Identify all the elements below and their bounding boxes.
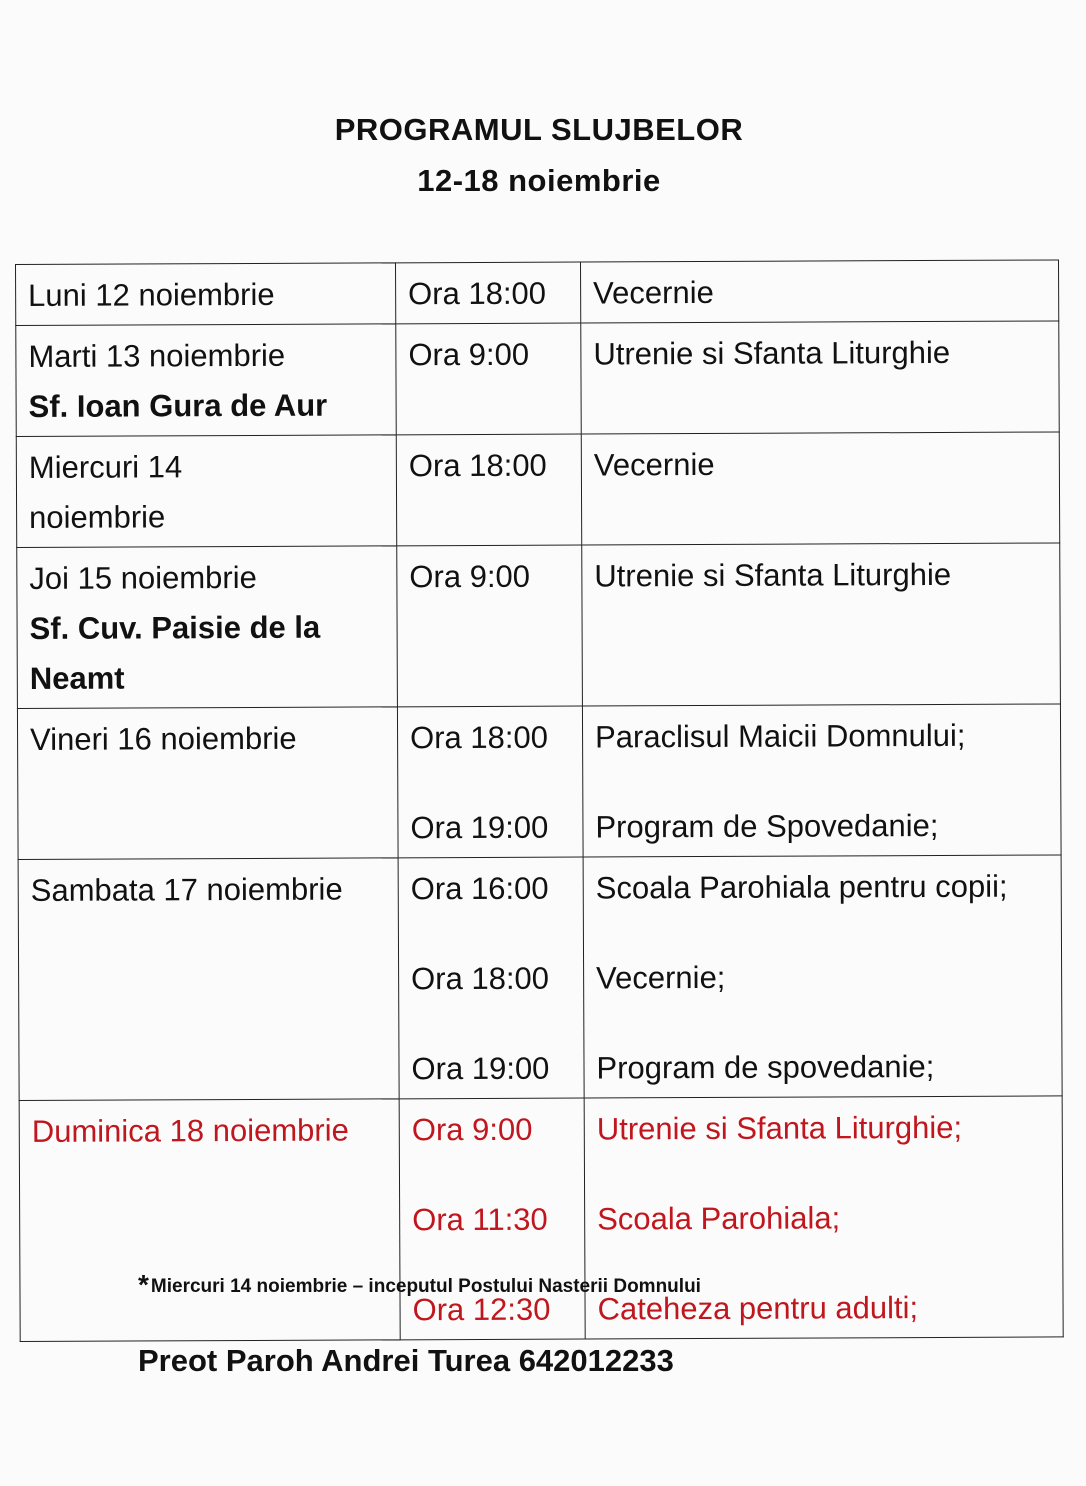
- time-label: Ora 9:00: [409, 558, 531, 595]
- time-cell: [396, 434, 581, 546]
- table-row: [16, 260, 1059, 326]
- time-label: Ora 11:30: [412, 1201, 548, 1238]
- footnote: [138, 1267, 701, 1299]
- service-label: Cateheza pentru adulti;: [597, 1290, 919, 1327]
- service-label: Vecernie;: [596, 959, 726, 996]
- footnote-text: Miercuri 14 noiembrie – inceputul Postului Nasterii Domnului: [150, 1276, 701, 1297]
- feast-label: Neamt: [29, 660, 125, 696]
- footnote-marker: *: [138, 1269, 149, 1300]
- service-cell: [584, 1096, 1063, 1339]
- page-subtitle: 12-18 noiembrie: [417, 163, 661, 198]
- time-cell: [397, 545, 583, 707]
- time-label: Ora 18:00: [408, 275, 547, 312]
- day-cell: [16, 435, 396, 548]
- time-label: Ora 12:30: [412, 1291, 551, 1328]
- service-label: Scoala Parohiala pentru copii;: [595, 868, 1008, 906]
- service-label: Program de spovedanie;: [596, 1048, 935, 1086]
- day-label: Luni 12 noiembrie: [28, 276, 275, 313]
- time-label: Ora 18:00: [409, 719, 549, 756]
- day-label: Vineri 16 noiembrie: [29, 720, 297, 757]
- service-cell: [582, 543, 1061, 706]
- day-label: Sambata 17 noiembrie: [30, 871, 343, 908]
- day-cell: [19, 1099, 400, 1342]
- time-label: Ora 16:00: [410, 870, 549, 907]
- time-label: Ora 19:00: [410, 809, 549, 846]
- service-label: Vecernie: [593, 274, 714, 311]
- day-label: Marti 13 noiembrie: [28, 337, 286, 374]
- service-cell: [580, 260, 1058, 323]
- service-label: Utrenie si Sfanta Liturghie;: [596, 1109, 963, 1147]
- service-label: Vecernie: [593, 446, 715, 483]
- table-row: [17, 704, 1061, 860]
- day-cell: [16, 324, 396, 437]
- time-label: Ora 18:00: [411, 960, 550, 997]
- day-cell: [17, 707, 398, 860]
- time-label: Ora 19:00: [411, 1050, 550, 1087]
- service-label: Paraclisul Maicii Domnului;: [594, 717, 966, 755]
- signature: Preot Paroh Andrei Turea 642012233: [138, 1343, 674, 1378]
- service-label: Utrenie si Sfanta Liturghie: [593, 334, 951, 372]
- service-label: Program de Spovedanie;: [595, 807, 939, 845]
- table-row: [18, 855, 1062, 1101]
- time-cell: [397, 706, 583, 858]
- day-label: Miercuri 14: [28, 449, 183, 485]
- day-cell: [17, 546, 398, 709]
- day-cell: [18, 858, 399, 1101]
- service-label: Scoala Parohiala;: [597, 1200, 841, 1237]
- service-cell: [582, 704, 1061, 857]
- service-cell: [583, 855, 1062, 1098]
- time-label: Ora 18:00: [408, 447, 547, 484]
- day-label: Joi 15 noiembrie: [29, 559, 257, 596]
- table-row: [17, 543, 1061, 709]
- day-cell: [16, 263, 396, 326]
- page-title: PROGRAMUL SLUJBELOR: [334, 112, 744, 147]
- schedule-table: [15, 259, 1064, 1342]
- time-cell: [399, 1098, 585, 1340]
- time-label: Ora 9:00: [411, 1111, 533, 1148]
- time-label: Ora 9:00: [408, 336, 530, 373]
- time-cell: [396, 323, 581, 435]
- service-cell: [581, 432, 1059, 545]
- table-row: [16, 321, 1059, 437]
- table-row: [19, 1096, 1063, 1342]
- service-label: Utrenie si Sfanta Liturghie: [594, 556, 952, 594]
- feast-label: Sf. Cuv. Paisie de la: [29, 609, 321, 646]
- day-label: noiembrie: [29, 499, 166, 535]
- table-row: [16, 432, 1059, 548]
- day-label: Duminica 18 noiembrie: [31, 1112, 349, 1149]
- time-cell: [395, 262, 580, 324]
- feast-label: Sf. Ioan Gura de Aur: [28, 387, 328, 424]
- service-cell: [581, 321, 1059, 434]
- time-cell: [398, 857, 584, 1099]
